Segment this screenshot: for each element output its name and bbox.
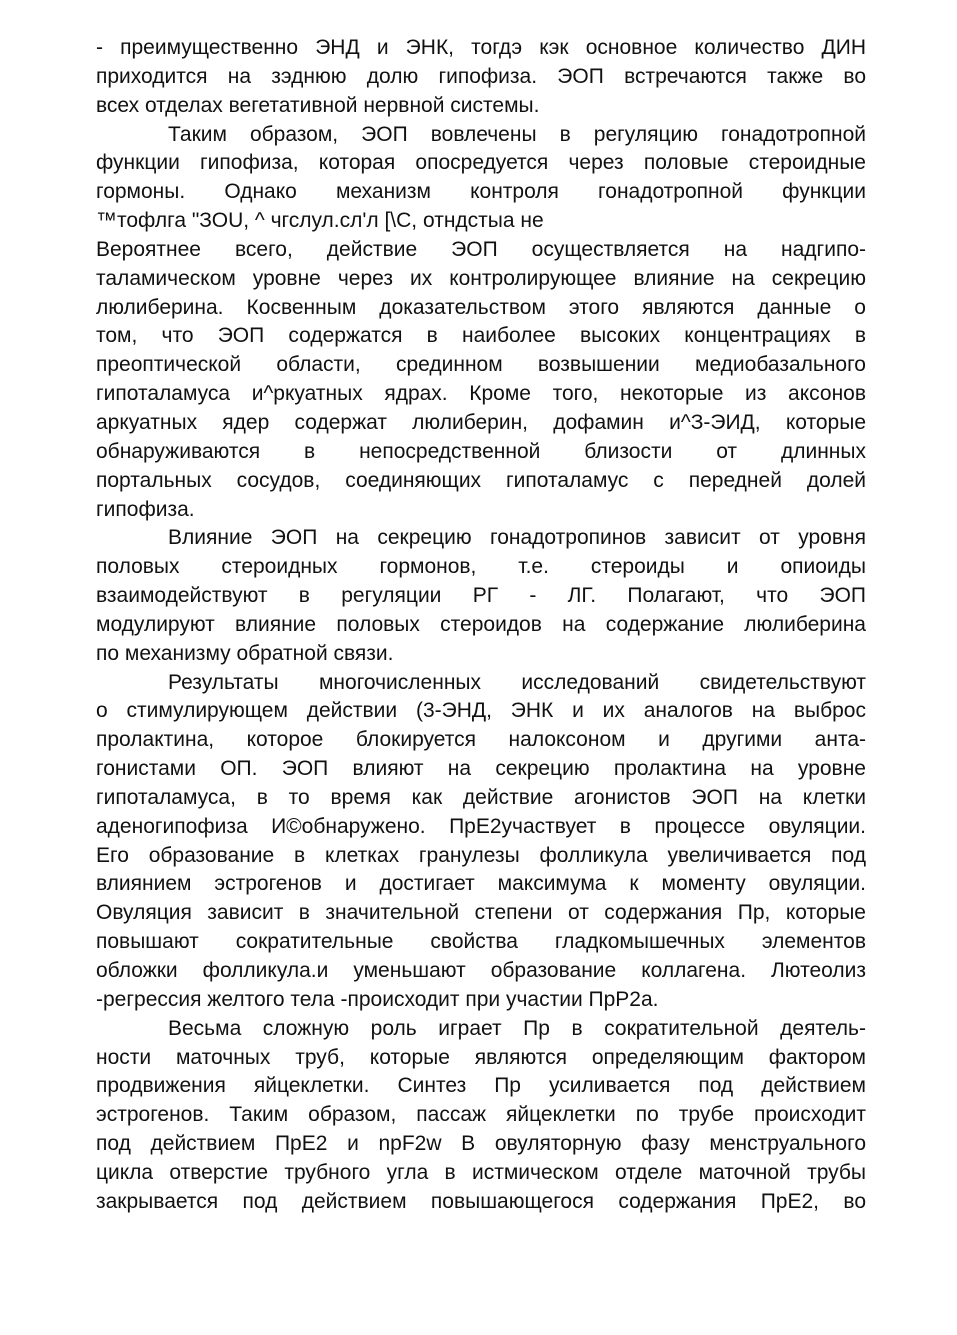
text-line: Весьма сложную роль играет Пр в сократительной деятель- xyxy=(168,1016,866,1040)
text-line: функции гипофиза, которая опосредуется через половые стероидные xyxy=(96,151,866,175)
text-line: таламическом уровне через их контролирующее влияние на секрецию xyxy=(96,266,866,290)
text-line: цикла отверстие трубного угла в истмическом отделе маточной трубы xyxy=(96,1160,866,1184)
text-line: эстрогенов. Таким образом, пассаж яйцеклетки по трубе происходит xyxy=(96,1103,866,1127)
text-line: взаимодействуют в регуляции РГ - ЛГ. Полагают, что ЭОП xyxy=(96,584,866,608)
text-line: аденогипофиза И©обнаружено. ПрЕ2участвует в процессе овуляции. xyxy=(96,814,866,838)
text-line: Овуляция зависит в значительной степени от содержания Пр, которые xyxy=(96,901,866,925)
text-line: обложки фолликула.и уменьшают образование коллагена. Лютеолиз xyxy=(96,959,866,982)
text-line: гипоталамуса и^ркуатных ядрах. Кроме того, некоторые из аксонов xyxy=(96,382,866,406)
text-line: том, что ЭОП содержатся в наиболее высоких концентрациях в xyxy=(96,324,866,348)
text-line: приходится на зэднюю долю гипофиза. ЭОП встречаются также во xyxy=(96,64,866,88)
text-line: - преимущественно ЭНД и ЭНК, тогдэ кэк основное количество ДИН xyxy=(96,36,866,59)
text-line: о стимулирующем действии (3-ЭНД, ЭНК и их аналогов на выброс xyxy=(96,699,866,723)
text-line: Влияние ЭОП на секрецию гонадотропинов зависит от уровня xyxy=(168,526,866,550)
text-line: половых стероидных гормонов, т.е. стероиды и опиоиды xyxy=(96,555,866,579)
text-line: Таким образом, ЭОП вовлечены в регуляцию гонадотропной xyxy=(168,122,866,146)
text-line: повышают сократительные свойства гладкомышечных элементов xyxy=(96,930,866,954)
text-line: гипофиза. xyxy=(96,497,195,521)
text-line: продвижения яйцеклетки. Синтез Пр усиливается под действием xyxy=(96,1074,866,1098)
document-page xyxy=(96,34,866,1217)
text-line: Его образование в клетках гранулезы фолликула увеличивается под xyxy=(96,843,866,867)
text-line: влиянием эстрогенов и достигает максимума к моменту овуляции. xyxy=(96,872,866,896)
text-line: по механизму обратной связи. xyxy=(96,641,394,665)
text-line: закрывается под действием повышающегося содержания ПрЕ2, во xyxy=(96,1189,866,1213)
text-line: аркуатных ядер содержат люлиберин, дофамин и^З-ЭИД, которые xyxy=(96,410,866,434)
text-line: гонистами ОП. ЭОП влияют на секрецию пролактина на уровне xyxy=(96,757,866,781)
text-line: -регрессия желтого тела -происходит при участии ПрР2а. xyxy=(96,987,659,1011)
text-line: всех отделах вегетативной нервной системы. xyxy=(96,93,540,117)
text-line: Результаты многочисленных исследований свидетельствуют xyxy=(168,670,866,694)
text-line: ности маточных труб, которые являются определяющим фактором xyxy=(96,1045,866,1069)
text-line: модулируют влияние половых стероидов на содержание люлиберина xyxy=(96,612,866,636)
text-line: портальных сосудов, соединяющих гипоталамус с передней долей xyxy=(96,468,866,492)
text-line: гипоталамуса, в то время как действие агонистов ЭОП на клетки xyxy=(96,785,866,809)
text-line: пролактина, которое блокируется налоксоном и другими анта- xyxy=(96,728,866,752)
text-line: ™тофлга "ЗОU, ^ чгслул.сл'л [\С, отндстыа не xyxy=(96,209,544,233)
text-line: гормоны. Однако механизм контроля гонадотропной функции xyxy=(96,180,866,204)
text-line: преоптической области, срединном возвышении медиобазального xyxy=(96,353,866,377)
text-line: люлиберина. Косвенным доказательством этого являются данные о xyxy=(96,295,866,319)
text-line: под действием ПрЕ2 и npF2w В овуляторную фазу менструального xyxy=(96,1132,866,1156)
text-line: обнаруживаются в непосредственной близости от длинных xyxy=(96,439,866,463)
text-line: Вероятнее всего, действие ЭОП осуществляется на надгипо- xyxy=(96,237,866,261)
